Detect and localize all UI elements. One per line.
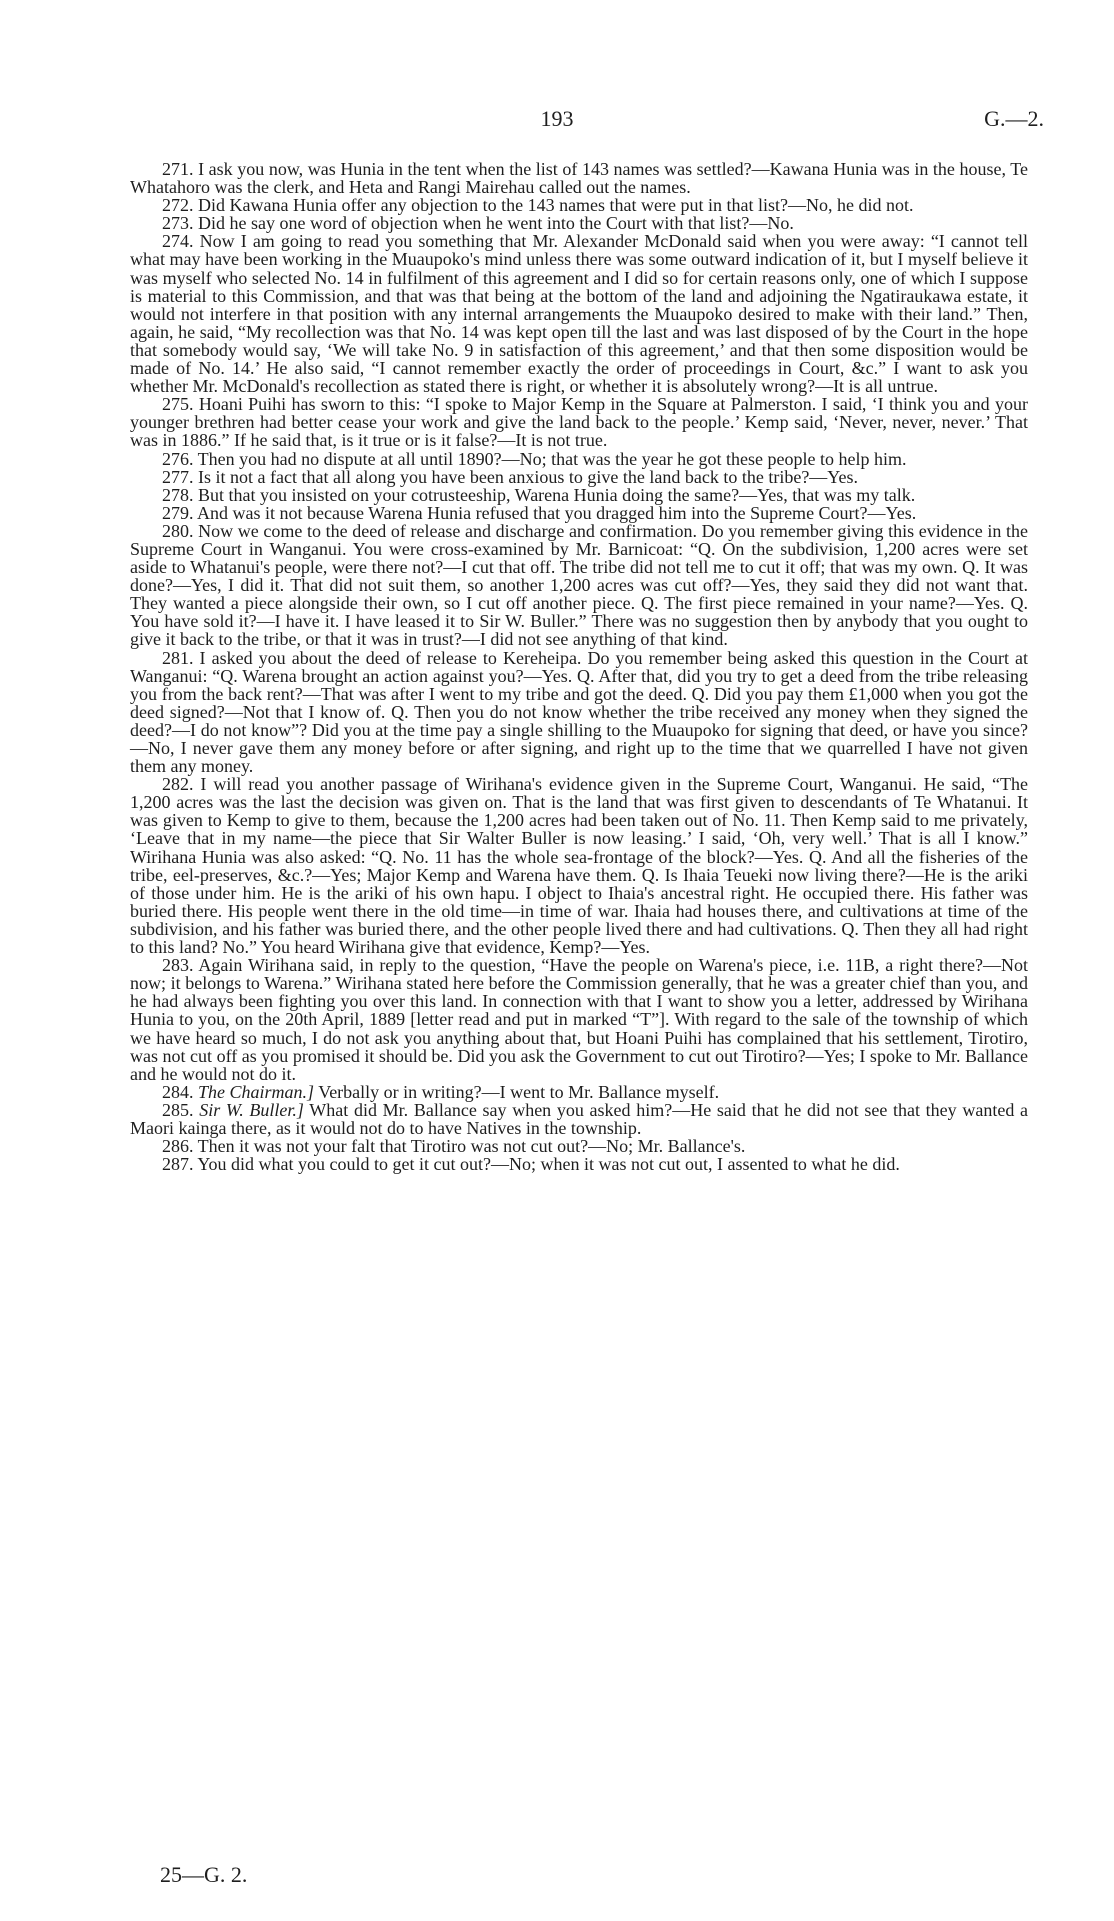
paragraph-276: 276. Then you had no dispute at all until 1890?—No; that was the year he got these people to help him.	[162, 448, 907, 469]
paragraph-271: 271. I ask you now, was Hunia in the tent when the list of 143 names was settled?—Kawana Hunia was in the house, Te Whatahoro was the clerk, and Heta and Rangi Mairehau called out the names.	[130, 159, 1028, 198]
paragraph-285: 285. Sir W. Buller.] What did Mr. Ballance say when you asked him?—He said that he did not see that they wanted a Maori kainga there, as it would not do to have Natives in the township.	[130, 1099, 1029, 1138]
paragraph-282: 282. I will read you another passage of Wirihana's evidence given in the Supreme Court, Wanganui. He said, “The 1,200 acres was the last the decision was given on. That is the land that was first given to descendants of Te Whatanui. It was given to Kemp to give to them, because the 1,200 acres had been taken out of No. 11. Then Kemp said to me privately, ‘Leave that in my name—the piece that Sir Walter Buller is now leasing.’ I said, ‘Oh, very well.’ That is all I know.” Wirihana Hunia was also asked: “Q. No. 11 has the whole sea-frontage of the block?—Yes. Q. And all the fisheries of the tribe, eel-preserves, &c.?—Yes; Major Kemp and Warena have them. Q. Is Ihaia Teueki now living there?—He is the ariki of those under him. He is the ariki of his own hapu. I object to Ihaia's ancestral right. He occupied there. His father was buried there. His people went there in the old time—in time of war. Ihaia had houses there, and cultivations at time of the subdivision, and his father was buried there, and the other people lived there and had cultivations. Q. Then they all had right to this land? No.” You heard Wirihana give that evidence, Kemp?—Yes.	[130, 774, 1028, 958]
paragraph-273: 273. Did he say one word of objection when he went into the Court with that list?—No.	[162, 213, 794, 234]
paragraph-280: 280. Now we come to the deed of release and discharge and confirmation. Do you remember giving this evidence in the Supreme Court in Wanganui. You were cross-examined by Mr. Barnicoat: “Q. On the subdivision, 1,200 acres were set aside to Whatanui's people, were there not?—I cut that off. The tribe did not tell me to cut it off; that was my own. Q. It was done?—Yes, I did it. That did not suit them, so another 1,200 acres was cut off?—Yes, they said they did not want that. They wanted a piece alongside their own, so I cut off another piece. Q. The first piece remained in your name?—Yes. Q. You have sold it?—I have it. I have leased it to Sir W. Buller.” There was no suggestion then by anybody that you ought to give it back to the tribe, or that it was in trust?—I did not see anything of that kind.	[130, 520, 1028, 650]
paragraph-284: 284. The Chairman.] Verbally or in writing?—I went to Mr. Ballance myself.	[162, 1081, 720, 1102]
paragraph-281: 281. I asked you about the deed of release to Kereheipa. Do you remember being asked this question in the Court at Wanganui: “Q. Warena brought an action against you?—Yes. Q. After that, did you try to get a deed from the tribe releasing you from the back rent?—That was after I went to my tribe and got the deed. Q. Did you pay them £1,000 when you got the deed signed?—Not that I know of. Q. Then you do not know whether the tribe received any money when they signed the deed?—I do not know”? Did you at the time pay a single shilling to the Muaupoko for signing that deed, or have you since?—No, I never gave them any money before or after signing, and right up to the time that we quarrelled I have not given them any money.	[130, 647, 1028, 777]
paragraph-283: 283. Again Wirihana said, in reply to the question, “Have the people on Warena's piece, i.e. 11B, a right there?—Not now; it belongs to Warena.” Wirihana stated here before the Commission generally, that he was a greater chief than you, and he had always been fighting you over this land. In connection with that I want to show you a letter, addressed by Wirihana Hunia to you, on the 20th April, 1889 [letter read and put in marked “T”]. With regard to the sale of the township of which we have heard so much, I do not ask you anything about that, but Hoani Puihi has complained that his settlement, Tirotiro, was not cut off as you promised it should be. Did you ask the Government to cut out Tirotiro?—Yes; I spoke to Mr. Ballance and he would not do it.	[130, 955, 1028, 1084]
paragraph-275: 275. Hoani Puihi has sworn to this: “I spoke to Major Kemp in the Square at Palmerston. I said, ‘I think you and your younger brethren had better cease your work and give the land back to the people.’ Kemp said, ‘Never, never, never.’ That was in 1886.” If he said that, is it true or is it false?—It is not true.	[130, 394, 1028, 451]
paragraph-272: 272. Did Kawana Hunia offer any objection to the 143 names that were put in that list?—No, he did not.	[162, 195, 914, 216]
paragraph-278: 278. But that you insisted on your cotrusteeship, Warena Hunia doing the same?—Yes, that was my talk.	[162, 484, 916, 505]
paragraph-279: 279. And was it not because Warena Hunia refused that you dragged him into the Supreme Court?—Yes.	[162, 502, 917, 523]
paragraph-277: 277. Is it not a fact that all along you have been anxious to give the land back to the tribe?—Yes.	[162, 466, 858, 487]
paragraph-286: 286. Then it was not your falt that Tirotiro was not cut out?—No; Mr. Ballance's.	[162, 1136, 746, 1157]
paragraph-287: 287. You did what you could to get it cut out?—No; when it was not cut out, I assented to what he did.	[162, 1154, 900, 1175]
signature-mark: 25—G. 2.	[160, 1862, 248, 1887]
speaker-label: Sir W. Buller.]	[199, 1099, 304, 1120]
document-body	[130, 160, 1028, 1173]
speaker-label: The Chairman.]	[198, 1081, 315, 1102]
page-number: 193	[540, 106, 574, 131]
series-label: G.—2.	[984, 106, 1044, 131]
paragraph-274: 274. Now I am going to read you something that Mr. Alexander McDonald said when you were away: “I cannot tell what may have been working in the Muaupoko's mind unless there was some outward indication of it, but I myself believe it was myself who selected No. 14 in fulfilment of this agreement and I did so for certain reasons only, one of which I suppose is material to this Commission, and that was that being at the bottom of the land and adjoining the Ngatiraukawa estate, it would not interfere in that position with any internal arrangements the Muaupoko desired to make with their land.” Then, again, he said, “My recollection was that No. 14 was kept open till the last and was last disposed of by the Court in the hope that somebody would say, ‘We will take No. 9 in satisfaction of this agreement,’ and that then some disposition would be made of No. 14.’ He also said, “I cannot remember exactly the order of proceedings in Court, &c.” I want to ask you whether Mr. McDonald's recollection as stated there is right, or whether it is absolutely wrong?—It is all untrue.	[130, 231, 1028, 397]
